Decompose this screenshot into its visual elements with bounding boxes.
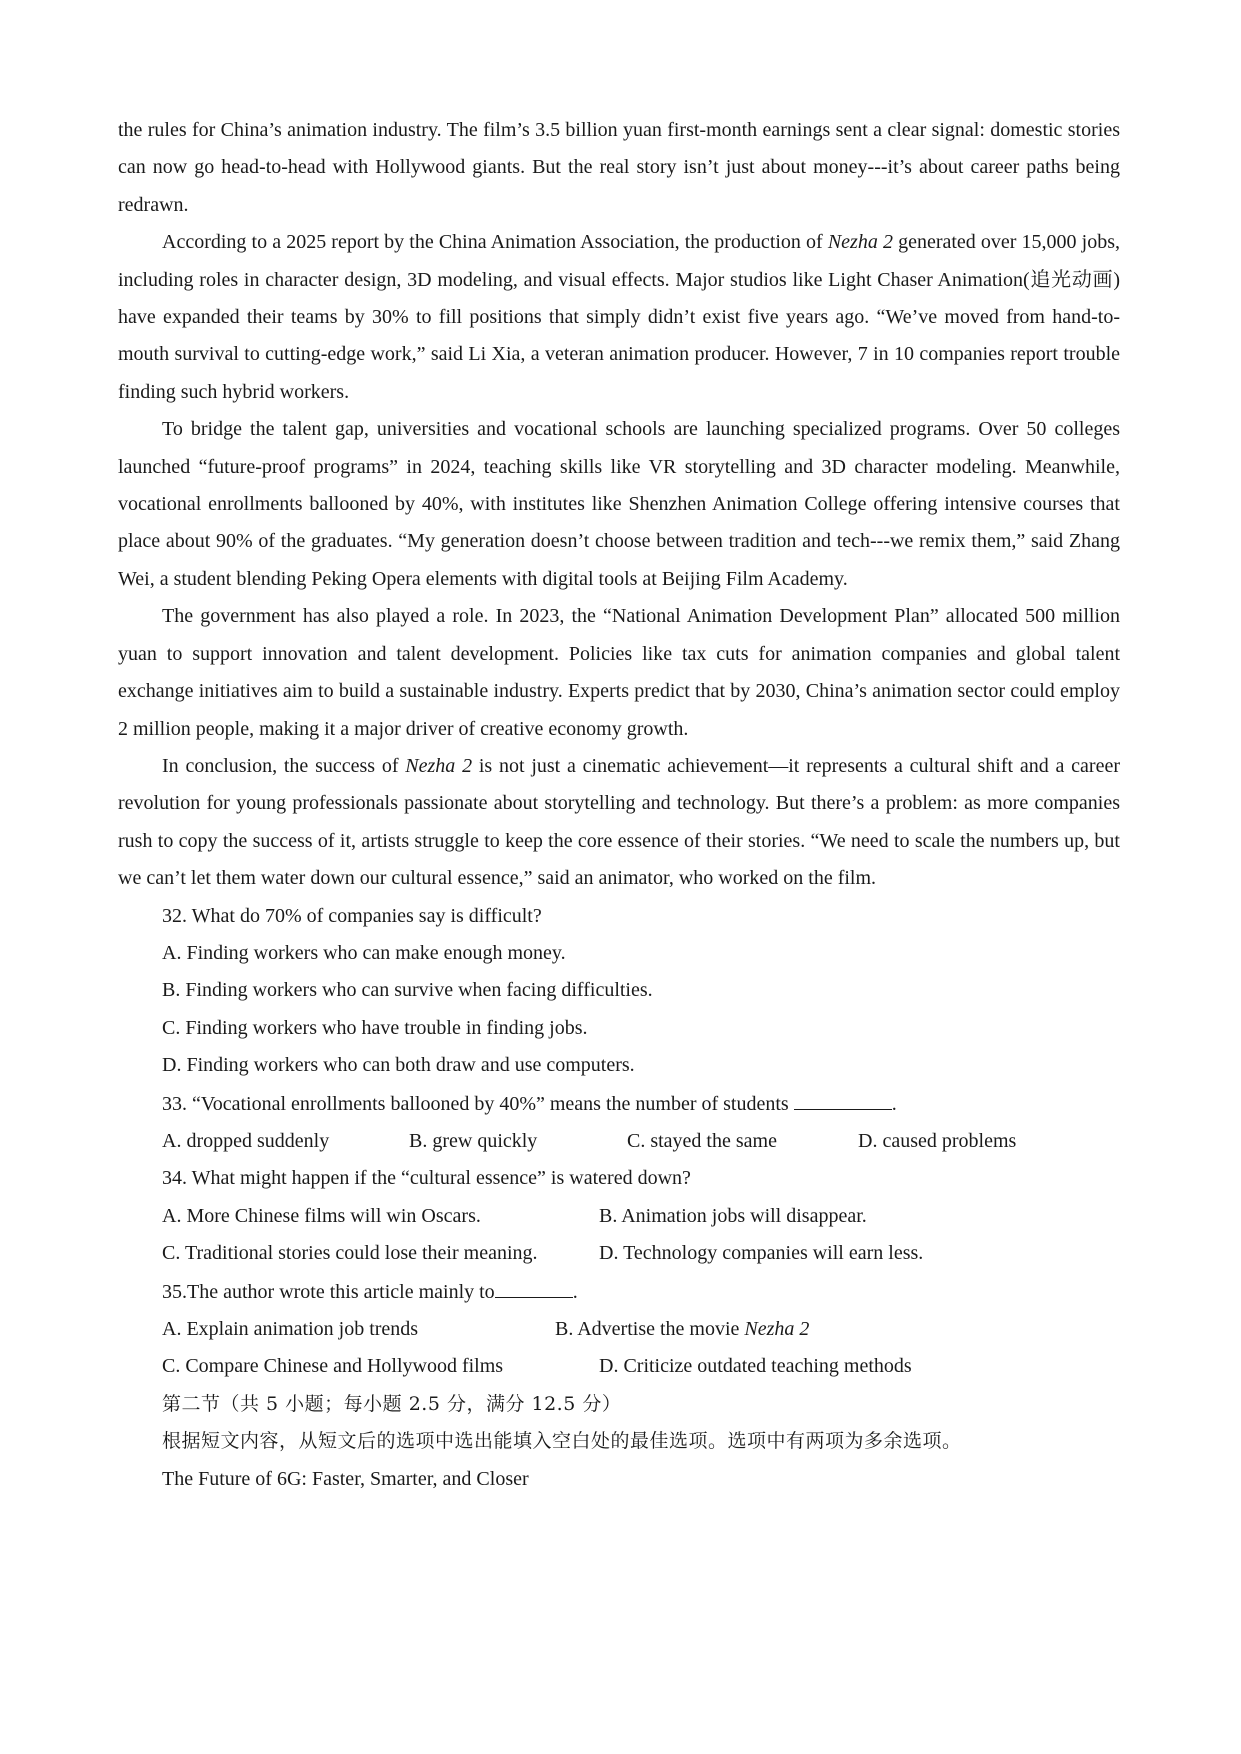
- section-2-instruction: 根据短文内容，从短文后的选项中选出能填入空白处的最佳选项。选项中有两项为多余选项。: [162, 1430, 962, 1453]
- question-34-option-a: A. More Chinese films will win Oscars.: [162, 1204, 481, 1227]
- question-33-option-b: B. grew quickly: [409, 1129, 538, 1152]
- question-34-options-row-2: [118, 1235, 1120, 1272]
- question-35-option-c: C. Compare Chinese and Hollywood films: [162, 1355, 504, 1378]
- document-page: [118, 112, 1120, 1498]
- question-35-option-a: A. Explain animation job trends: [162, 1318, 419, 1340]
- passage-paragraph-5: In conclusion, the success of Nezha 2 is not just a cinematic achievement—it represents a cultural shift and a career revolution for young professionals passionate about storytelling and technology. But there’s a problem: as more companies rush to copy the success of it, artists struggle to keep the core essence of their stories. “We need to scale the numbers up, but we can’t let them water down our cultural essence,” said an animator, who worked on the film.: [118, 754, 1121, 890]
- question-32-option-c: C. Finding workers who have trouble in finding jobs.: [162, 1016, 588, 1039]
- question-35-options-row-1: [118, 1311, 1120, 1348]
- passage-paragraph-1: the rules for China’s animation industry. The film’s 3.5 billion yuan first-month earnings sent a clear signal: domestic stories can now go head-to-head with Hollywood giants. But the real story isn’t just about money---it’s about career paths being redrawn.: [118, 119, 1120, 216]
- question-35-options-row-2: [118, 1348, 1120, 1385]
- question-33-stem: 33. “Vocational enrollments ballooned by 40%” means the number of students .: [118, 1085, 1120, 1123]
- question-33-options: [118, 1123, 1120, 1160]
- movie-title: Nezha 2: [405, 754, 473, 777]
- question-32-stem: 32. What do 70% of companies say is difficult?: [162, 904, 542, 927]
- question-35-stem: 35.The author wrote this article mainly to .: [118, 1273, 1120, 1311]
- answer-blank: [495, 1273, 573, 1298]
- question-35-option-d: D. Criticize outdated teaching methods: [599, 1355, 912, 1378]
- question-33-option-d: D. caused problems: [858, 1129, 1017, 1152]
- section-2-passage-title: The Future of 6G: Faster, Smarter, and Closer: [162, 1467, 529, 1490]
- question-34-option-b: B. Animation jobs will disappear.: [599, 1204, 867, 1227]
- question-34-options-row-1: [118, 1198, 1120, 1235]
- section-2-heading: 第二节（共 5 小题；每小题 2.5 分，满分 12.5 分）: [162, 1392, 622, 1415]
- question-32-option-a: A. Finding workers who can make enough money.: [162, 941, 566, 964]
- question-34-stem: 34. What might happen if the “cultural essence” is watered down?: [162, 1167, 691, 1190]
- question-33-option-c: C. stayed the same: [627, 1129, 777, 1152]
- question-33-option-a: A. dropped suddenly: [162, 1129, 330, 1152]
- question-32-option-b: B. Finding workers who can survive when facing difficulties.: [162, 979, 653, 1002]
- question-35-option-b: B. Advertise the movie Nezha 2: [555, 1318, 810, 1340]
- passage-paragraph-3: To bridge the talent gap, universities and vocational schools are launching specialized programs. Over 50 colleges launched “future-proof programs” in 2024, teaching skills like VR storytelling and 3D character modeling. Meanwhile, vocational enrollments ballooned by 40%, with institutes like Shenzhen Animation College offering intensive courses that place about 90% of the graduates. “My generation doesn’t choose between tradition and tech---we remix them,” said Zhang Wei, a student blending Peking Opera elements with digital tools at Beijing Film Academy.: [118, 418, 1120, 590]
- answer-blank: [794, 1085, 892, 1110]
- question-32-option-d: D. Finding workers who can both draw and use computers.: [162, 1054, 635, 1077]
- question-34-option-c: C. Traditional stories could lose their meaning.: [162, 1242, 538, 1265]
- passage-paragraph-4: The government has also played a role. In 2023, the “National Animation Development Plan” allocated 500 million yuan to support innovation and talent development. Policies like tax cuts for animation companies and global talent exchange initiatives aim to build a sustainable industry. Experts predict that by 2030, China’s animation sector could employ 2 million people, making it a major driver of creative economy growth.: [118, 605, 1120, 740]
- question-34-option-d: D. Technology companies will earn less.: [599, 1242, 924, 1265]
- movie-title: Nezha 2: [827, 231, 893, 254]
- passage-paragraph-2: According to a 2025 report by the China Animation Association, the production of Nezha 2 generated over 15,000 jobs, including roles in character design, 3D modeling, and visual effects. Major studios like Light Chaser Animation(追光动画) have expanded their teams by 30% to fill positions that simply didn’t exist five years ago. “We’ve moved from hand-to-mouth survival to cutting-edge work,” said Li Xia, a veteran animation producer. However, 7 in 10 companies report trouble finding such hybrid workers.: [118, 231, 1121, 403]
